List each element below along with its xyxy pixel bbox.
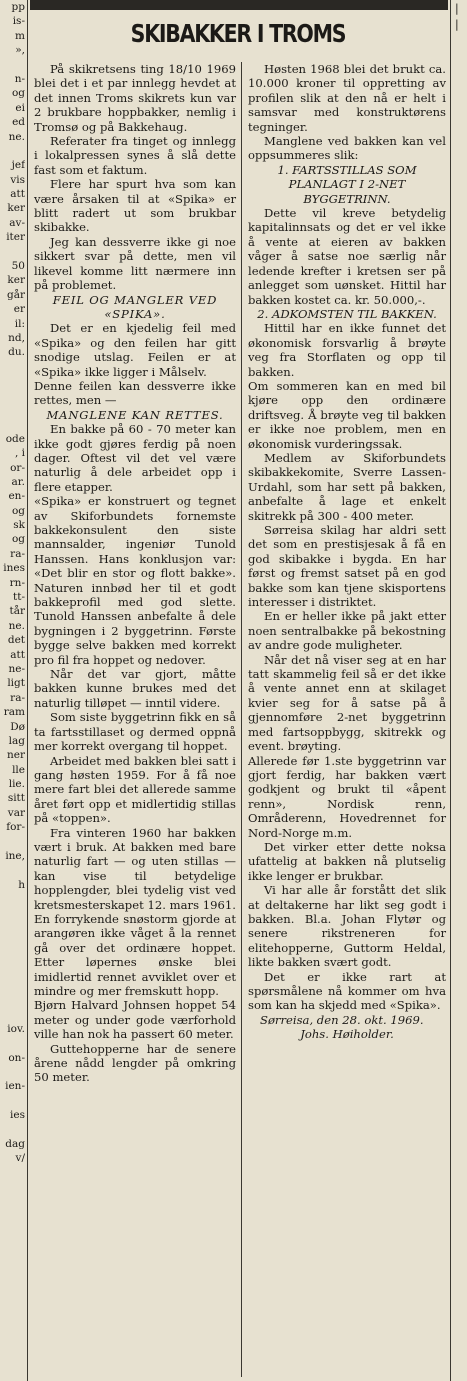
margin-fragment: , i — [14, 447, 25, 460]
paragraph: Fra vinteren 1960 har bakken vært i bruk. At bakken med bare naturlig fart — og uten stillas — kan vise til betydelige hopplengder, blei tydelig vist ved kretsmesterskapet 12. mars 1961. En forrykende snøstorm gjorde at arangøren ikke våget å la rennet gå over det ordinære hoppet. Etter løpernes ønske blei imidlertid rennet avviklet over et mindre og mer fremskutt hopp. — [34, 825, 236, 998]
margin-fragment: går — [6, 288, 25, 301]
margin-fragment: att — [10, 648, 25, 661]
margin-fragment: og — [11, 533, 25, 546]
margin-fragment: iter — [6, 231, 25, 244]
margin-fragment: nd, — [8, 331, 25, 344]
margin-fragment: ien- — [5, 1080, 25, 1093]
paragraph: Jeg kan dessverre ikke gi noe sikkert svar på dette, men vil likevel komme litt nærmere inn på problemet. — [34, 234, 236, 293]
paragraph: På skikretsens ting 18/10 1969 blei det i et par innlegg hevdet at det innen Troms skikrets kun var 2 brukbare hoppbakker, nemlig i Tromsø og på Bakkehaug. — [34, 62, 236, 134]
margin-fragment — [0, 892, 25, 906]
margin-fragment: tt- — [13, 591, 25, 604]
margin-fragment — [0, 58, 25, 72]
margin-fragment — [0, 979, 25, 993]
headline: SKIBAKKER I TROMS — [130, 19, 346, 48]
margin-fragment — [0, 993, 25, 1007]
paragraph: Medlem av Skiforbundets skibakkekomite, Sverre Lassen-Urdahl, som har sett på bakken, anbefalte å lage et enkelt skitrekk på 300 - 400 meter. — [248, 450, 446, 523]
left-column-rule — [27, 0, 28, 1381]
paragraph: Hittil har en ikke funnet det økonomisk forsvarlig å brøyte veg fra Storflaten og opp til bakken. — [248, 321, 446, 379]
margin-fragment — [0, 921, 25, 935]
paragraph: Bjørn Halvard Johnsen hoppet 54 meter og under gode værforhold ville han nok ha passert 60 meter. — [34, 998, 236, 1042]
margin-fragment — [0, 863, 25, 877]
margin-fragment — [0, 907, 25, 921]
margin-fragment: att — [10, 188, 25, 201]
margin-fragment: ra- — [10, 691, 25, 704]
margin-fragment: er — [13, 303, 25, 316]
margin-fragment: jef — [11, 159, 25, 172]
margin-fragment: m — [15, 29, 25, 42]
right-edge-fragments — [452, 0, 467, 1381]
margin-fragment — [0, 1094, 25, 1108]
top-rule — [30, 0, 448, 10]
paragraph: «Spika» er konstruert og tegnet av Skiforbundets fornemste bakkekonsulent den siste mannsalder, ingeniør Tunold Hanssen. Hans konklusjon var: «Det blir en stor og flott bakke». Naturen innbød her til et godt bakkeprofil med god slette. Tunold Hanssen anbefalte å dele bygningen i 2 byggetrinn. Første bygge selve bakken med korrekt pro fil fra hoppet og nedover. — [34, 494, 236, 667]
margin-fragment: av- — [9, 216, 25, 229]
margin-fragment: ne- — [8, 662, 25, 675]
paragraph: Allerede før 1.ste byggetrinn var gjort ferdig, har bakken vært godkjent og brukt til «åpent renn», Nordisk renn, Områderenn, Hovedrennet for Nord-Norge m.m. — [248, 753, 446, 840]
margin-fragment: vis — [10, 173, 25, 186]
paragraph: Vi har alle år forstått det slik at deltakerne har likt seg godt i bakken. Bl.a. Johan Flytør og senere rikstreneren for elitehopperne, Guttorm Heldal, likte bakken svært godt. — [248, 883, 446, 970]
margin-fragment — [0, 417, 25, 431]
article-right-column — [248, 62, 446, 1042]
margin-fragment: og — [11, 504, 25, 517]
edge-fragment: | — [455, 2, 459, 15]
paragraph: Når det var gjort, måtte bakken kunne brukes med det naturlig tilløpet — inntil videre. — [34, 667, 236, 710]
dateline: Sørreisa, den 28. okt. 1969. — [260, 1012, 424, 1027]
margin-fragment: pp — [11, 1, 25, 13]
margin-fragment — [0, 1007, 25, 1021]
margin-fragment: is- — [12, 15, 25, 28]
margin-fragment: ei — [15, 101, 25, 114]
paragraph: Manglene ved bakken kan vel oppsummeres slik: — [248, 134, 446, 163]
margin-fragment: ker — [7, 274, 25, 287]
margin-fragment — [0, 1122, 25, 1136]
margin-fragment: ed — [12, 116, 25, 129]
paragraph: Sørreisa skilag har aldri sett det som en prestisjesak å få en god skibakke i bygda. En har først og fremst satset på en god bakke som kan tjene skisportens interesser i distriktet. — [248, 523, 446, 610]
margin-fragment: ar. — [11, 475, 25, 488]
margin-fragment — [0, 1065, 25, 1079]
margin-fragment — [0, 403, 25, 417]
margin-fragment: ode — [5, 432, 25, 445]
subheading: 2. ADKOMSTEN TIL BAKKEN. — [257, 306, 437, 321]
margin-fragment: », — [15, 44, 25, 57]
paragraph: Det virker etter dette noksa ufattelig at bakken nå plutselig ikke lenger er brukbar. — [248, 839, 446, 883]
margin-fragment — [0, 950, 25, 964]
margin-fragment: for- — [6, 821, 25, 834]
center-column-rule — [241, 62, 242, 1377]
paragraph: Dette vil kreve betydelig kapitalinnsats og det er vel ikke å vente at eieren av bakken våger å satse noe særlig når ledende krefter i kretsen ser på anlegget som uønsket. Hittil har bakken kostet ca. kr. 50.000,-. — [248, 206, 446, 307]
paragraph: Guttehopperne har de senere årene nådd lengder på omkring 50 meter. — [34, 1041, 236, 1085]
margin-fragment: tår — [9, 605, 25, 618]
margin-fragment — [0, 964, 25, 978]
margin-fragment: ine, — [5, 850, 25, 863]
paragraph: Arbeidet med bakken blei satt i gang høsten 1959. For å få noe mere fart blei det allerede samme året ført opp et midlertidig stillas på «toppen». — [34, 753, 236, 826]
margin-fragment — [0, 1036, 25, 1050]
paragraph: Som siste byggetrinn fikk en så ta fartsstillaset og dermed oppnå mer korrekt overgang til hoppet. — [34, 710, 236, 754]
margin-fragment: n- — [14, 72, 25, 85]
margin-fragment: ligt — [7, 677, 25, 690]
margin-fragment: rn- — [9, 576, 25, 589]
margin-fragment: ne. — [8, 130, 25, 143]
margin-fragment — [0, 935, 25, 949]
left-margin-fragments — [0, 0, 25, 1381]
margin-fragment: du. — [8, 346, 25, 359]
paragraph: Når det nå viser seg at en har tatt skammelig feil så er det ikke å vente annet enn at skilaget kvier seg for å satse på å gjennomføre 2-net byggetrinn med fartsoppbygg, skitrekk og event. brøyting. — [248, 652, 446, 754]
paragraph: Høsten 1968 blei det brukt ca. 10.000 kroner til oppretting av profilen slik at den nå er helt i samsvar med konstruktørens tegninger. — [248, 62, 446, 134]
margin-fragment — [0, 245, 25, 259]
margin-fragment: ne. — [8, 619, 25, 632]
byline: Johs. Høiholder. — [300, 1027, 394, 1042]
margin-fragment: ker — [7, 202, 25, 215]
margin-fragment: sk — [13, 519, 25, 532]
edge-fragment: | — [455, 18, 459, 31]
margin-fragment: h — [18, 878, 25, 891]
article-left-column — [34, 62, 236, 1085]
margin-fragment: il: — [14, 317, 25, 330]
subheading: FEIL OG MANGLER VED «SPIKA». — [52, 292, 218, 321]
margin-fragment: ram — [3, 706, 25, 719]
margin-fragment: ner — [7, 749, 25, 762]
margin-fragment: iov. — [7, 1022, 25, 1035]
paragraph: Om sommeren kan en med bil kjøre opp den ordinære driftsveg. Å brøyte veg til bakken er ikke noe problem, men en økonomisk vurderingssak. — [248, 378, 446, 451]
margin-fragment: on- — [8, 1051, 25, 1064]
margin-fragment: lle — [12, 763, 25, 776]
subheading: 1. FARTSSTILLAS SOM PLANLAGT I 2-NET BYGGETRINN. — [277, 162, 417, 206]
paragraph: En er heller ikke på jakt etter noen sentralbakke på bekostning av andre gode muligheter. — [248, 609, 446, 653]
paragraph: En bakke på 60 - 70 meter kan ikke godt gjøres ferdig på noen dager. Oftest vil det vel være naturlig å dele arbeidet opp i flere etapper. — [34, 422, 236, 494]
margin-fragment — [0, 374, 25, 388]
margin-fragment: var — [7, 806, 25, 819]
margin-fragment: og — [11, 87, 25, 100]
paragraph: Det er ikke rart at spørsmålene nå kommer om hva som kan ha skjedd med «Spika». — [248, 969, 446, 1013]
margin-fragment: en- — [8, 490, 25, 503]
margin-fragment: ies — [10, 1109, 25, 1122]
margin-fragment: 50 — [11, 260, 25, 273]
margin-fragment — [0, 144, 25, 158]
right-column-rule — [450, 0, 451, 1381]
margin-fragment: Dø — [10, 720, 25, 733]
margin-fragment: det — [7, 634, 25, 647]
margin-fragment: v/ — [15, 1152, 25, 1165]
paragraph: Referater fra tinget og innlegg i lokalpressen synes å slå dette fast som et faktum. — [34, 134, 236, 177]
paragraph: Denne feilen kan dessverre ikke rettes, men — — [34, 378, 236, 408]
margin-fragment: lie. — [8, 778, 25, 791]
margin-fragment — [0, 835, 25, 849]
margin-fragment: or- — [10, 461, 25, 474]
subheading: MANGLENE KAN RETTES. — [46, 407, 224, 422]
margin-fragment: dag — [5, 1137, 25, 1150]
margin-fragment: ra- — [10, 547, 25, 560]
margin-fragment: lag — [8, 734, 25, 747]
margin-fragment: sitt — [7, 792, 25, 805]
margin-fragment: ines — [3, 562, 25, 575]
paragraph: Det er en kjedelig feil med «Spika» og den feilen har gitt snodige utslag. Feilen er at «Spika» ikke ligger i Målselv. — [34, 321, 236, 379]
margin-fragment — [0, 389, 25, 403]
paragraph: Flere har spurt hva som kan være årsaken til at «Spika» er blitt radert ut som brukbar skibakke. — [34, 177, 236, 235]
margin-fragment — [0, 360, 25, 374]
